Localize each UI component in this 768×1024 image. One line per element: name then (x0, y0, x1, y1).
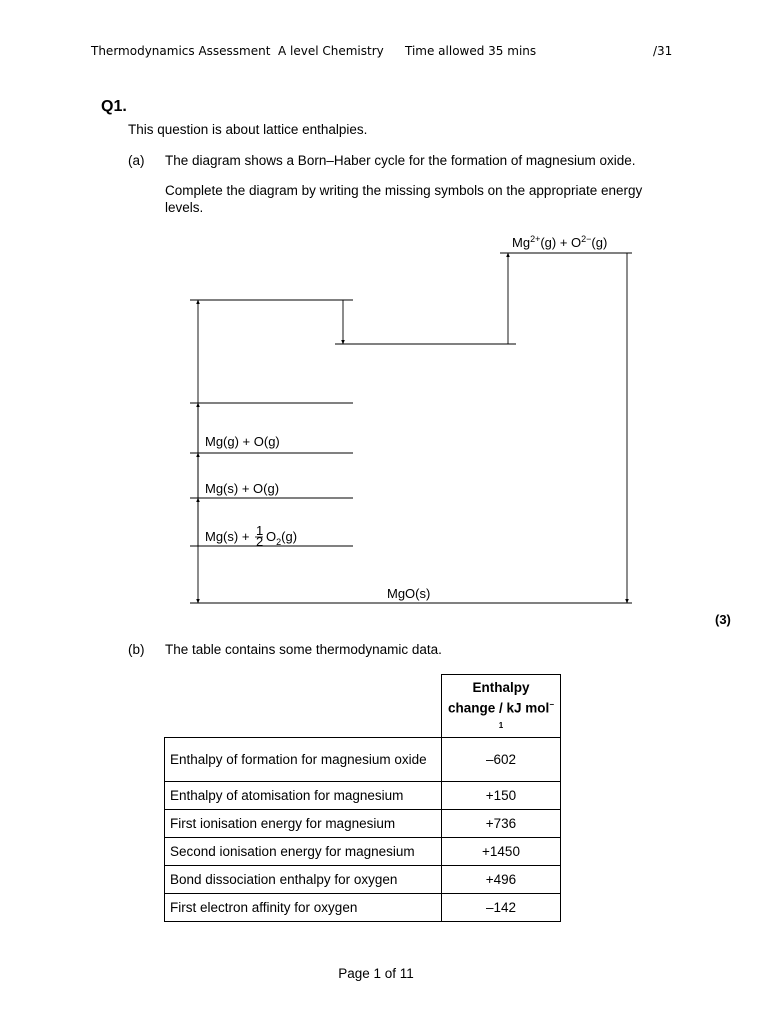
row-value: +736 (442, 810, 561, 838)
row-label: First electron affinity for oxygen (165, 894, 442, 922)
table-row (165, 738, 561, 782)
row-label: Enthalpy of formation for magnesium oxide (165, 738, 442, 782)
row-label: Bond dissociation enthalpy for oxygen (165, 866, 442, 894)
row-value: –602 (442, 738, 561, 782)
part-a-instruction-cont: levels. (165, 200, 204, 215)
row-value: +1450 (442, 838, 561, 866)
page-number: Page 1 of 11 (338, 966, 414, 981)
svg-text:O2(g): $O_2(g)$ (266, 529, 298, 547)
label-ions: $Mg^{2+}(g) + O^{2-}(g)$ (512, 234, 608, 250)
part-a-text: The diagram shows a Born–Haber cycle for the formation of magnesium oxide. (165, 153, 636, 168)
label-product: MgO(s) (387, 586, 431, 601)
table-row (165, 866, 561, 894)
table-corner-cell (165, 675, 442, 738)
svg-text:Mg(s) +: Mg(s) + (205, 529, 250, 544)
svg-text:1: 1 (256, 523, 264, 538)
part-a-instruction: Complete the diagram by writing the missing symbols on the appropriate energy (165, 183, 643, 198)
row-value: +496 (442, 866, 561, 894)
row-value: +150 (442, 782, 561, 810)
header-time: Time allowed 35 mins (405, 44, 537, 58)
label-elements (205, 523, 297, 549)
row-value: –142 (442, 894, 561, 922)
header-title: Thermodynamics Assessment (91, 44, 271, 58)
svg-text:2: 2 (256, 534, 264, 549)
table-header-row (165, 675, 561, 738)
table-row (165, 810, 561, 838)
part-b-text: The table contains some thermodynamic data. (165, 642, 442, 657)
table-row (165, 782, 561, 810)
row-label: Enthalpy of atomisation for magnesium (165, 782, 442, 810)
row-label: Second ionisation energy for magnesium (165, 838, 442, 866)
part-b-label: (b) (128, 642, 145, 657)
part-a-marks: (3) (715, 612, 731, 627)
header-total-marks: /31 (653, 44, 673, 58)
label-mg-atom: Mg(s) + O(g) (205, 481, 280, 496)
thermodynamic-data-table (164, 674, 561, 922)
header-subject: A level Chemistry (278, 44, 384, 58)
table-row (165, 838, 561, 866)
question-number: Q1. (101, 98, 127, 115)
label-atoms: Mg(g) + O(g) (205, 434, 280, 449)
part-a-label: (a) (128, 153, 145, 168)
table-column-header: Enthalpy change / kJ mol− $^1$ (442, 675, 561, 738)
row-label: First ionisation energy for magnesium (165, 810, 442, 838)
table-row (165, 894, 561, 922)
question-intro: This question is about lattice enthalpies. (128, 122, 368, 137)
